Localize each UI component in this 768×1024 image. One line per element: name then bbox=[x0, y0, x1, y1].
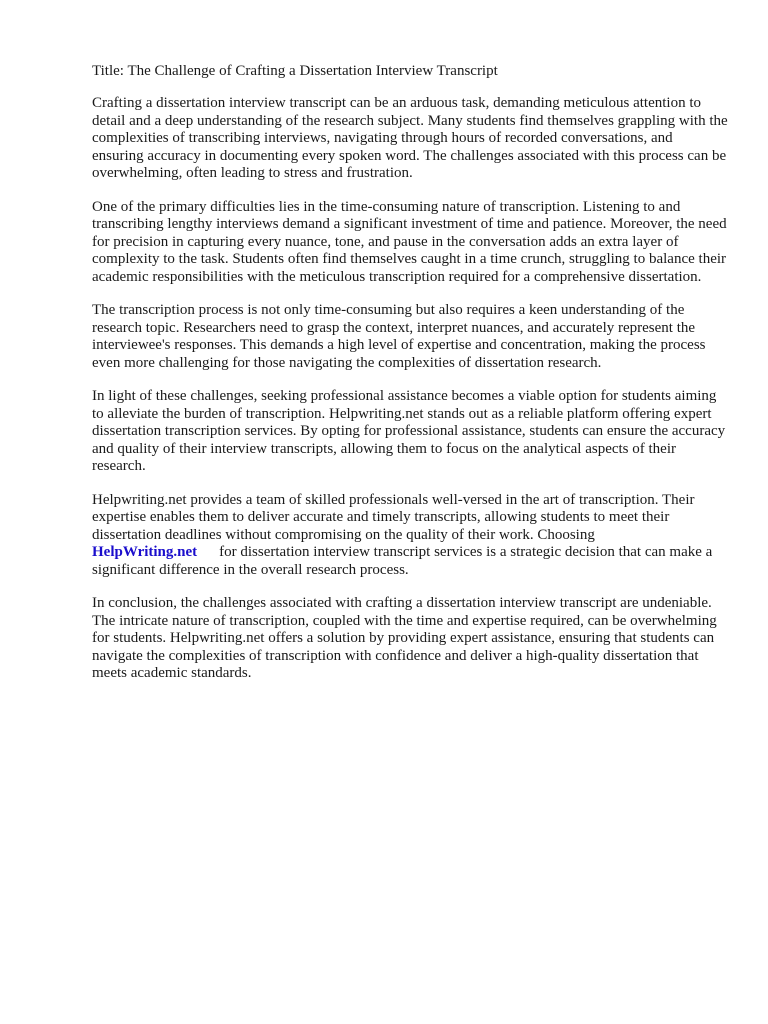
paragraph-3: The transcription process is not only time-consuming but also requires a keen understanding of the research topic. Researchers need to grasp the context, interpret nuances, and accurately represent the interviewee's responses. This demands a high level of expertise and concentration, making the process even more challenging for those navigating the complexities of dissertation research. bbox=[92, 302, 706, 371]
paragraph-1: Crafting a dissertation interview transcript can be an arduous task, demanding meticulous attention to detail and a deep understanding of the research subject. Many students find themselves grappling with the complexities of transcribing interviews, navigating through hours of recorded conversations, and ensuring accuracy in documenting every spoken word. The challenges associated with this process can be overwhelming, often leading to stress and frustration. bbox=[92, 95, 728, 181]
paragraph-4: In light of these challenges, seeking professional assistance becomes a viable option for students aiming to alleviate the burden of transcription. Helpwriting.net stands out as a reliable platform offering expert dissertation transcription services. By opting for professional assistance, students can ensure the accuracy and quality of their interview transcripts, allowing them to focus on the analytical aspects of their research. bbox=[92, 388, 726, 474]
paragraph-5-after-link: for dissertation interview transcript services is a strategic decision that can make a significant difference in the overall research process. bbox=[92, 544, 713, 578]
conclusion-paragraph: In conclusion, the challenges associated with crafting a dissertation interview transcript are undeniable. The intricate nature of transcription, coupled with the time and expertise required, can be overwhelming for students. Helpwriting.net offers a solution by providing expert assistance, ensuring that students can navigate the complexities of transcription with confidence and deliver a high-quality dissertation that meets academic standards. bbox=[92, 595, 717, 681]
paragraph-2: One of the primary difficulties lies in the time-consuming nature of transcription. Listening to and transcribing lengthy interviews demand a significant investment of time and patience. Moreover, the need for precision in capturing every nuance, tone, and pause in the conversation adds an extra layer of complexity to the task. Students often find themselves caught in a time crunch, struggling to balance their academic responsibilities with the meticulous transcription required for a comprehensive dissertation. bbox=[92, 198, 727, 285]
paragraph-5 bbox=[92, 492, 728, 580]
document-title: Title: The Challenge of Crafting a Dissertation Interview Transcript bbox=[92, 63, 498, 79]
helpwriting-link[interactable]: HelpWriting.net bbox=[92, 544, 198, 560]
paragraph-5-before-link: Helpwriting.net provides a team of skilled professionals well-versed in the art of transcription. Their expertise enables them to deliver accurate and timely transcripts, allowing students to meet their dissertation deadlines without compromising on the quality of their work. Choosing bbox=[92, 491, 695, 543]
